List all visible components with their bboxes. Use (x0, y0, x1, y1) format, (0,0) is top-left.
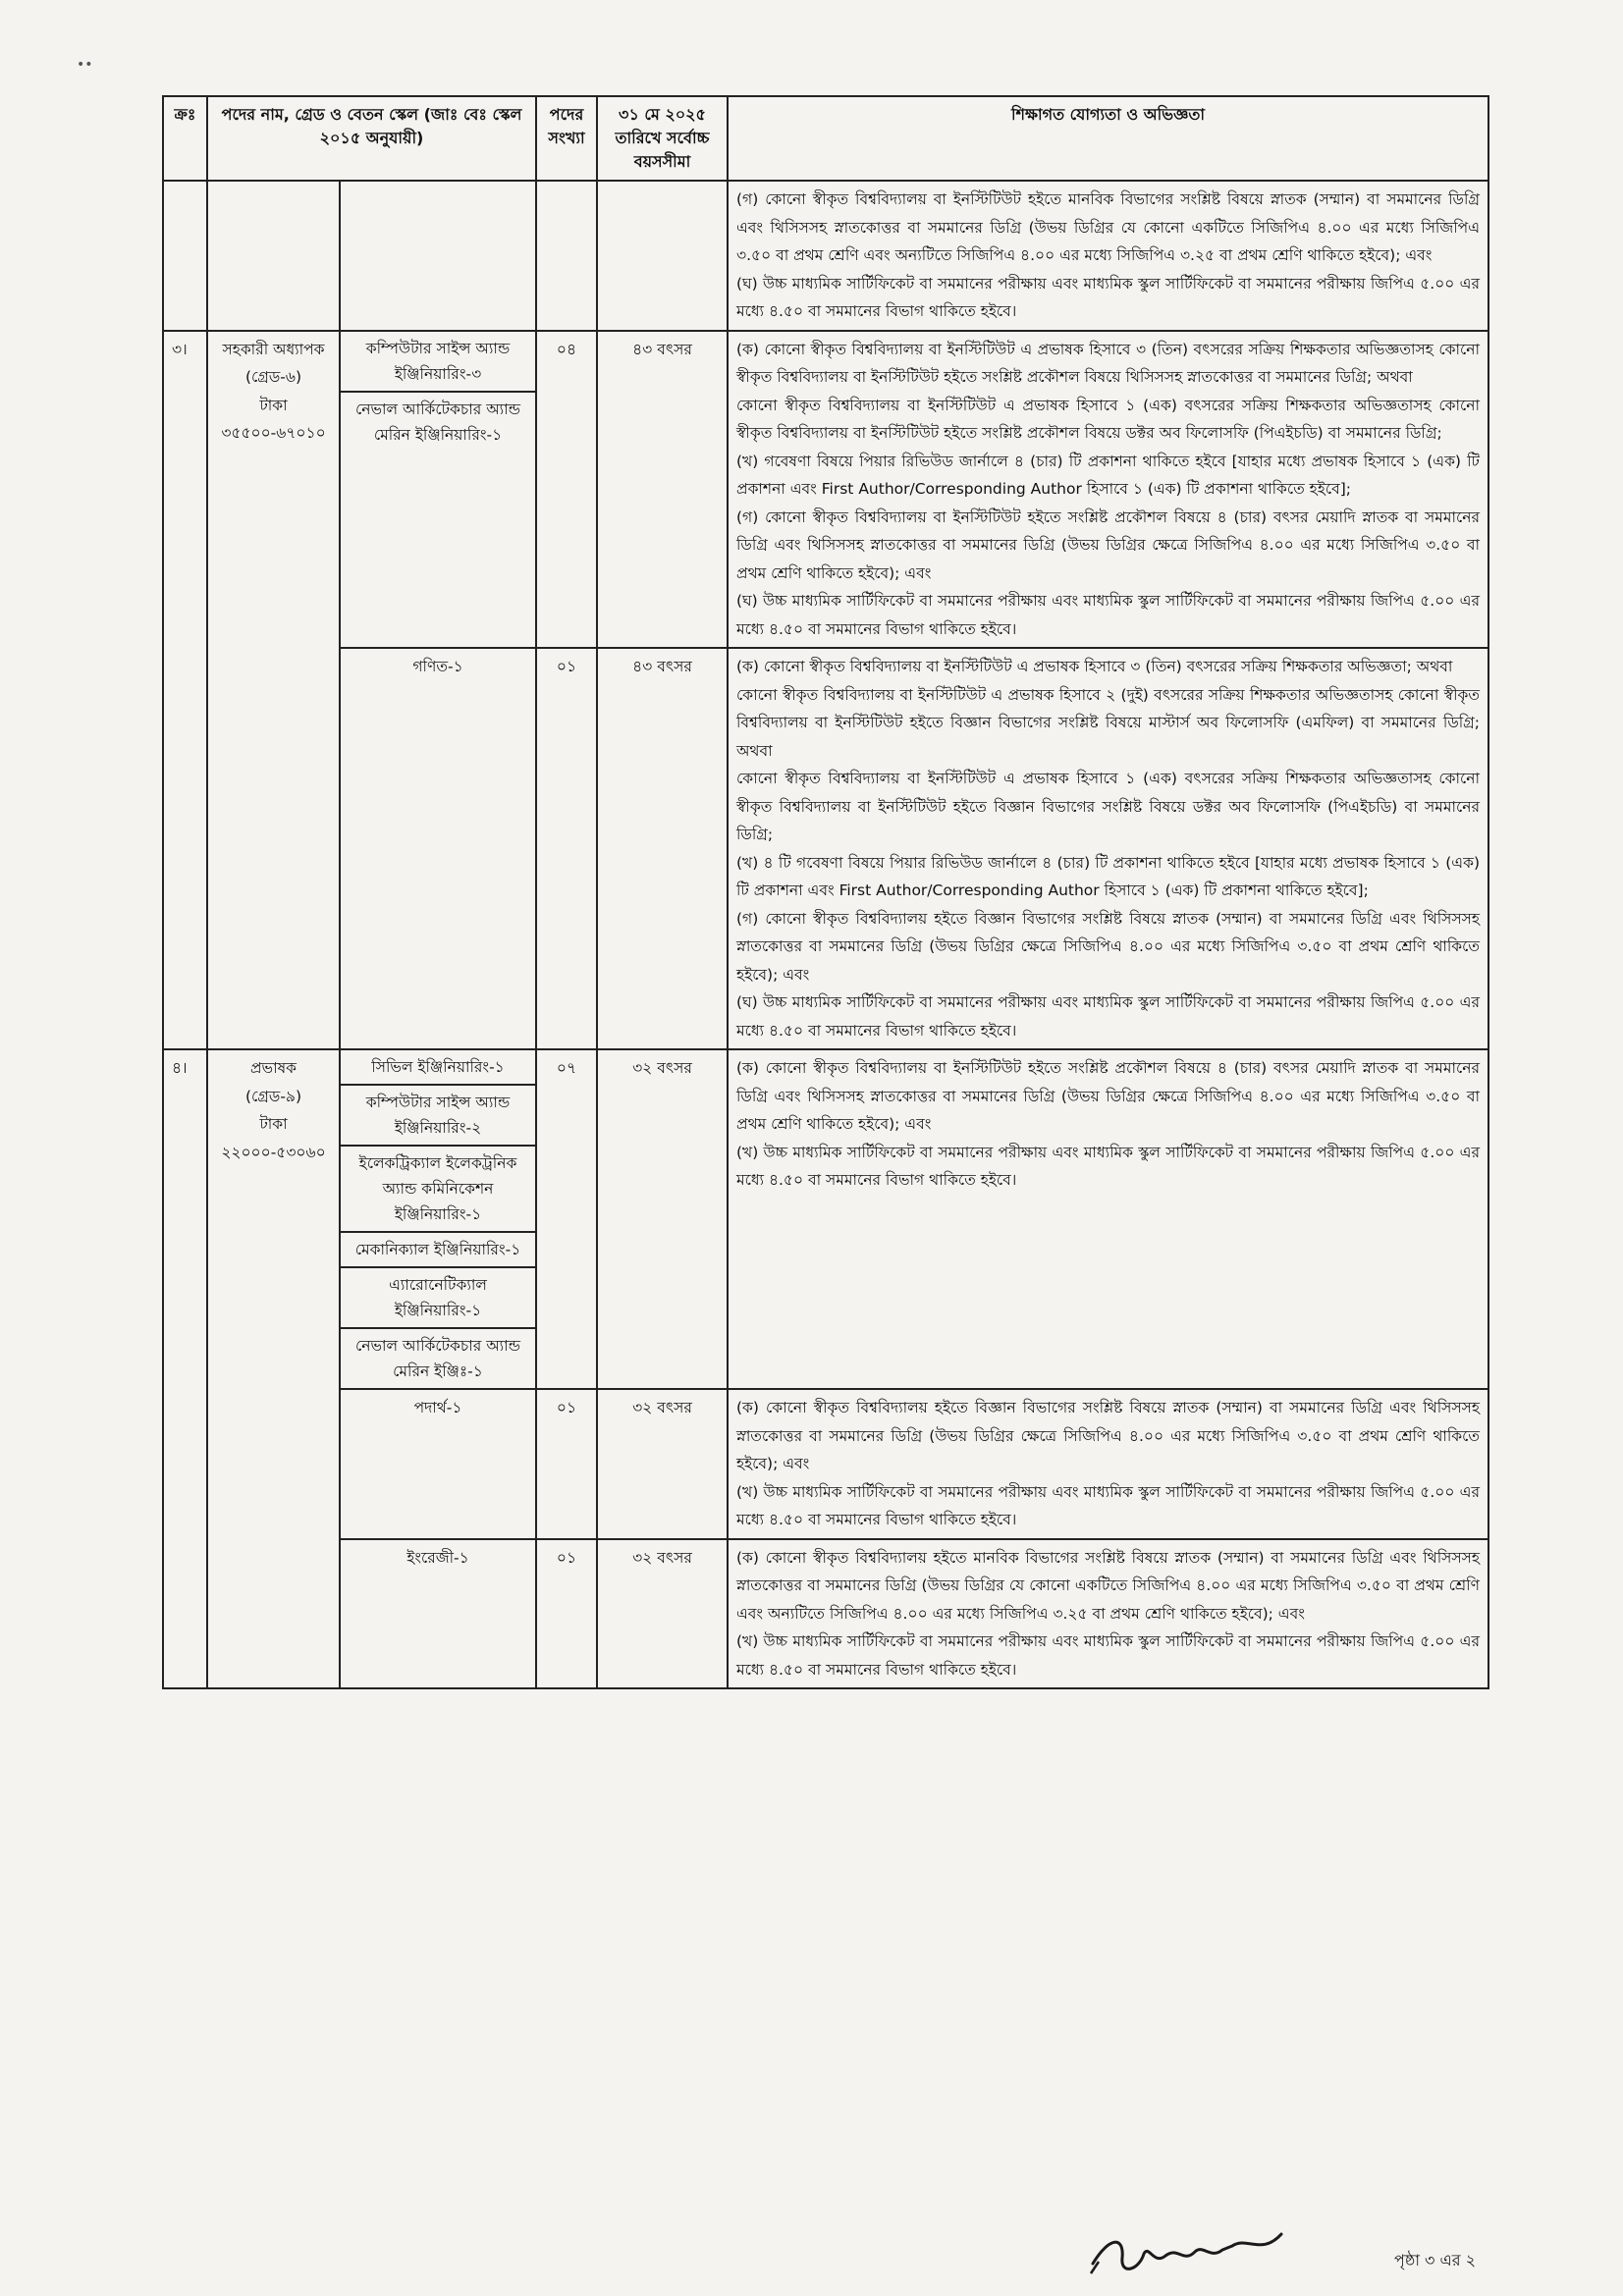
age-cell: ৩২ বৎসর (597, 1049, 728, 1389)
age-cell: ৪৩ বৎসর (597, 331, 728, 649)
subject-cell: ইংরেজী-১ (340, 1539, 536, 1689)
header-age: ৩১ মে ২০২৫ তারিখে সর্বোচ্চ বয়সসীমা (597, 96, 728, 181)
table-row-lecturer-2 (163, 1389, 1488, 1539)
serial-cell: ৪। (163, 1049, 207, 1688)
page-number: পৃষ্ঠা ৩ এর ২ (1394, 2251, 1476, 2269)
table-row-assistant-professor-2 (163, 648, 1488, 1049)
subject-cell: সিভিল ইঞ্জিনিয়ারিং-১ কম্পিউটার সাইন্স অ্যান্ড ইঞ্জিনিয়ারিং-২ ইলেকট্রিক্যাল ইলেকট্রনিক অ্যান্ড কমিনিকেশন ইঞ্জিনিয়ারিং-১ মেকানিক্যাল ইঞ্জিনিয়ারিং-১ এ্যারোনেটিক্যাল ইঞ্জিনিয়ারিং-১ নেভাল আর্কিটেকচার অ্যান্ড মেরিন ইঞ্জিঃ-১ (340, 1049, 536, 1389)
age-cell: ৩২ বৎসর (597, 1539, 728, 1689)
count-cell: ০৪ (536, 331, 597, 649)
age-cell: ৪৩ বৎসর (597, 648, 728, 1049)
table-row-lecturer-3 (163, 1539, 1488, 1689)
count-cell: ০৭ (536, 1049, 597, 1389)
post-cell: প্রভাষক (গ্রেড-৯) টাকা ২২০০০-৫৩০৬০ (207, 1049, 340, 1688)
scan-speck: •• (77, 57, 93, 73)
requirement-cell: (ক) কোনো স্বীকৃত বিশ্ববিদ্যালয় বা ইনস্টিটিউট হইতে সংশ্লিষ্ট প্রকৌশল বিষয়ে ৪ (চার) বৎসর মেয়াদি স্নাতক বা সমমানের ডিগ্রি এবং থিসিসসহ স্নাতকোত্তর বা সমমানের ডিগ্রি (উভয় ডিগ্রির ক্ষেত্রে সিজিপিএ ৪.০০ এর মধ্যে সিজিপিএ ৩.৫০ বা প্রথম শ্রেণি থাকিতে হইবে); এবং (খ) উচ্চ মাধ্যমিক সার্টিফিকেট বা সমমানের পরীক্ষায় এবং মাধ্যমিক স্কুল সার্টিফিকেট বা সমমানের পরীক্ষায় জিপিএ ৫.০০ এর মধ্যে ৪.৫০ বা সমমানের বিভাগ থাকিতে হইবে। (728, 1049, 1488, 1389)
requirement-cell: (ক) কোনো স্বীকৃত বিশ্ববিদ্যালয় বা ইনস্টিটিউট এ প্রভাষক হিসাবে ৩ (তিন) বৎসরের সক্রিয় শিক্ষকতার অভিজ্ঞতা; অথবা কোনো স্বীকৃত বিশ্ববিদ্যালয় বা ইনস্টিটিউট এ প্রভাষক হিসাবে ২ (দুই) বৎসরের সক্রিয় শিক্ষকতার অভিজ্ঞতাসহ কোনো স্বীকৃত বিশ্ববিদ্যালয় বা ইনস্টিটিউট হইতে বিজ্ঞান বিভাগের সংশ্লিষ্ট বিষয়ে মাস্টার্স অব ফিলোসফি (এমফিল) বা সমমানের ডিগ্রি; অথবা কোনো স্বীকৃত বিশ্ববিদ্যালয় বা ইনস্টিটিউট এ প্রভাষক হিসাবে ১ (এক) বৎসরের সক্রিয় শিক্ষকতার অভিজ্ঞতাসহ কোনো স্বীকৃত বিশ্ববিদ্যালয় বা ইনস্টিটিউট হইতে বিজ্ঞান বিভাগের সংশ্লিষ্ট বিষয়ে ডক্টর অব ফিলোসফি (পিএইচডি) বা সমমানের ডিগ্রি; (খ) ৪ টি গবেষণা বিষয়ে পিয়ার রিভিউড জার্নালে ৪ (চার) টি প্রকাশনা থাকিতে হইবে [যাহার মধ্যে প্রভাষক হিসাবে ১ (এক) টি প্রকাশনা এবং First Author/Corresponding Author হিসাবে ১ (এক) টি প্রকাশনা থাকিতে হইবে]; (গ) কোনো স্বীকৃত বিশ্ববিদ্যালয় হইতে বিজ্ঞান বিভাগের সংশ্লিষ্ট বিষয়ে স্নাতক (সম্মান) বা সমমানের ডিগ্রি এবং থিসিসসহ স্নাতকোত্তর বা সমমানের ডিগ্রি (উভয় ডিগ্রির ক্ষেত্রে সিজিপিএ ৪.০০ এর মধ্যে সিজিপিএ ৩.৫০ বা প্রথম শ্রেণি থাকিতে হইবে); এবং (ঘ) উচ্চ মাধ্যমিক সার্টিফিকেট বা সমমানের পরীক্ষায় এবং মাধ্যমিক স্কুল সার্টিফিকেট বা সমমানের পরীক্ষায় জিপিএ ৫.০০ এর মধ্যে ৪.৫০ বা সমমানের বিভাগ থাকিতে হইবে। (728, 648, 1488, 1049)
requirement-cell: (ক) কোনো স্বীকৃত বিশ্ববিদ্যালয় বা ইনস্টিটিউট এ প্রভাষক হিসাবে ৩ (তিন) বৎসরের সক্রিয় শিক্ষকতার অভিজ্ঞতাসহ কোনো স্বীকৃত বিশ্ববিদ্যালয় বা ইনস্টিটিউট হইতে সংশ্লিষ্ট প্রকৌশল বিষয়ে থিসিসসহ স্নাতকোত্তর বা সমমানের ডিগ্রি; অথবা কোনো স্বীকৃত বিশ্ববিদ্যালয় বা ইনস্টিটিউট এ প্রভাষক হিসাবে ১ (এক) বৎসরের সক্রিয় শিক্ষকতার অভিজ্ঞতাসহ কোনো স্বীকৃত বিশ্ববিদ্যালয় বা ইনস্টিটিউট হইতে সংশ্লিষ্ট প্রকৌশল বিষয়ে ডক্টর অব ফিলোসফি (পিএইচডি) বা সমমানের ডিগ্রি; (খ) গবেষণা বিষয়ে পিয়ার রিভিউড জার্নালে ৪ (চার) টি প্রকাশনা থাকিতে হইবে [যাহার মধ্যে প্রভাষক হিসাবে ১ (এক) টি প্রকাশনা এবং First Author/Corresponding Author হিসাবে ১ (এক) টি প্রকাশনা থাকিতে হইবে]; (গ) কোনো স্বীকৃত বিশ্ববিদ্যালয় বা ইনস্টিটিউট হইতে সংশ্লিষ্ট প্রকৌশল বিষয়ে ৪ (চার) বৎসর মেয়াদি স্নাতক বা সমমানের ডিগ্রি এবং থিসিসসহ স্নাতকোত্তর বা সমমানের ডিগ্রি (উভয় ডিগ্রির ক্ষেত্রে সিজিপিএ ৪.০০ এর মধ্যে সিজিপিএ ৩.৫০ বা প্রথম শ্রেণি থাকিতে হইবে); এবং (ঘ) উচ্চ মাধ্যমিক সার্টিফিকেট বা সমমানের পরীক্ষায় এবং মাধ্যমিক স্কুল সার্টিফিকেট বা সমমানের পরীক্ষায় জিপিএ ৫.০০ এর মধ্যে ৪.৫০ বা সমমানের বিভাগ থাকিতে হইবে। (728, 331, 1488, 649)
count-cell: ০১ (536, 1389, 597, 1539)
subject-cell: গণিত-১ (340, 648, 536, 1049)
requirement-cell: (ক) কোনো স্বীকৃত বিশ্ববিদ্যালয় হইতে মানবিক বিভাগের সংশ্লিষ্ট বিষয়ে স্নাতক (সম্মান) বা সমমানের ডিগ্রি এবং থিসিসসহ স্নাতকোত্তর বা সমমানের ডিগ্রি (উভয় ডিগ্রির যে কোনো একটিতে সিজিপিএ ৪.০০ এর মধ্যে সিজিপিএ ৩.৫০ বা প্রথম শ্রেণি এবং অন্যটিতে সিজিপিএ ৪.০০ এর মধ্যে সিজিপিএ ৩.২৫ বা প্রথম শ্রেণি থাকিতে হইবে); এবং (খ) উচ্চ মাধ্যমিক সার্টিফিকেট বা সমমানের পরীক্ষায় এবং মাধ্যমিক স্কুল সার্টিফিকেট বা সমমানের পরীক্ষায় জিপিএ ৫.০০ এর মধ্যে ৪.৫০ বা সমমানের বিভাগ থাকিতে হইবে। (728, 1539, 1488, 1689)
table-row-lecturer-1 (163, 1049, 1488, 1389)
requirement-cell: (ক) কোনো স্বীকৃত বিশ্ববিদ্যালয় হইতে বিজ্ঞান বিভাগের সংশ্লিষ্ট বিষয়ে স্নাতক (সম্মান) বা সমমানের ডিগ্রি এবং থিসিসসহ স্নাতকোত্তর বা সমমানের ডিগ্রি (উভয় ডিগ্রির ক্ষেত্রে সিজিপিএ ৪.০০ এর মধ্যে সিজিপিএ ৩.৫০ বা প্রথম শ্রেণি থাকিতে হইবে); এবং (খ) উচ্চ মাধ্যমিক সার্টিফিকেট বা সমমানের পরীক্ষায় এবং মাধ্যমিক স্কুল সার্টিফিকেট বা সমমানের পরীক্ষায় জিপিএ ৫.০০ এর মধ্যে ৪.৫০ বা সমমানের বিভাগ থাকিতে হইবে। (728, 1389, 1488, 1539)
post-cell: সহকারী অধ্যাপক (গ্রেড-৬) টাকা ৩৫৫০০-৬৭০১০ (207, 331, 340, 1050)
subject-cell: কম্পিউটার সাইন্স অ্যান্ড ইঞ্জিনিয়ারিং-৩ নেভাল আর্কিটেকচার অ্যান্ড মেরিন ইঞ্জিনিয়ারিং-১ (340, 331, 536, 649)
table-header-row (163, 96, 1488, 181)
count-cell: ০১ (536, 648, 597, 1049)
subject-cell: পদার্থ-১ (340, 1389, 536, 1539)
header-serial: ক্রঃ (163, 96, 207, 181)
serial-cell: ৩। (163, 331, 207, 1050)
header-qualification: শিক্ষাগত যোগ্যতা ও অভিজ্ঞতা (728, 96, 1488, 181)
header-post: পদের নাম, গ্রেড ও বেতন স্কেল (জাঃ বেঃ স্কেল ২০১৫ অনুযায়ী) (207, 96, 536, 181)
count-cell: ০১ (536, 1539, 597, 1689)
header-count: পদের সংখ্যা (536, 96, 597, 181)
age-cell: ৩২ বৎসর (597, 1389, 728, 1539)
signature-icon (1085, 2216, 1301, 2285)
table-row-assistant-professor-1 (163, 331, 1488, 649)
job-requirements-table (162, 95, 1489, 1689)
requirement-cell: (গ) কোনো স্বীকৃত বিশ্ববিদ্যালয় বা ইনস্টিটিউট হইতে মানবিক বিভাগের সংশ্লিষ্ট বিষয়ে স্নাতক (সম্মান) বা সমমানের ডিগ্রি এবং থিসিসসহ স্নাতকোত্তর বা সমমানের ডিগ্রি (উভয় ডিগ্রির যে কোনো একটিতে সিজিপিএ ৪.০০ এর মধ্যে সিজিপিএ ৩.৫০ বা প্রথম শ্রেণি এবং অন্যটিতে সিজিপিএ ৪.০০ এর মধ্যে সিজিপিএ ৩.২৫ বা প্রথম শ্রেণি থাকিতে হইবে); এবং (ঘ) উচ্চ মাধ্যমিক সার্টিফিকেট বা সমমানের পরীক্ষায় এবং মাধ্যমিক স্কুল সার্টিফিকেট বা সমমানের পরীক্ষায় জিপিএ ৫.০০ এর মধ্যে ৪.৫০ বা সমমানের বিভাগ থাকিতে হইবে। (728, 181, 1488, 331)
table-row-continuation (163, 181, 1488, 331)
